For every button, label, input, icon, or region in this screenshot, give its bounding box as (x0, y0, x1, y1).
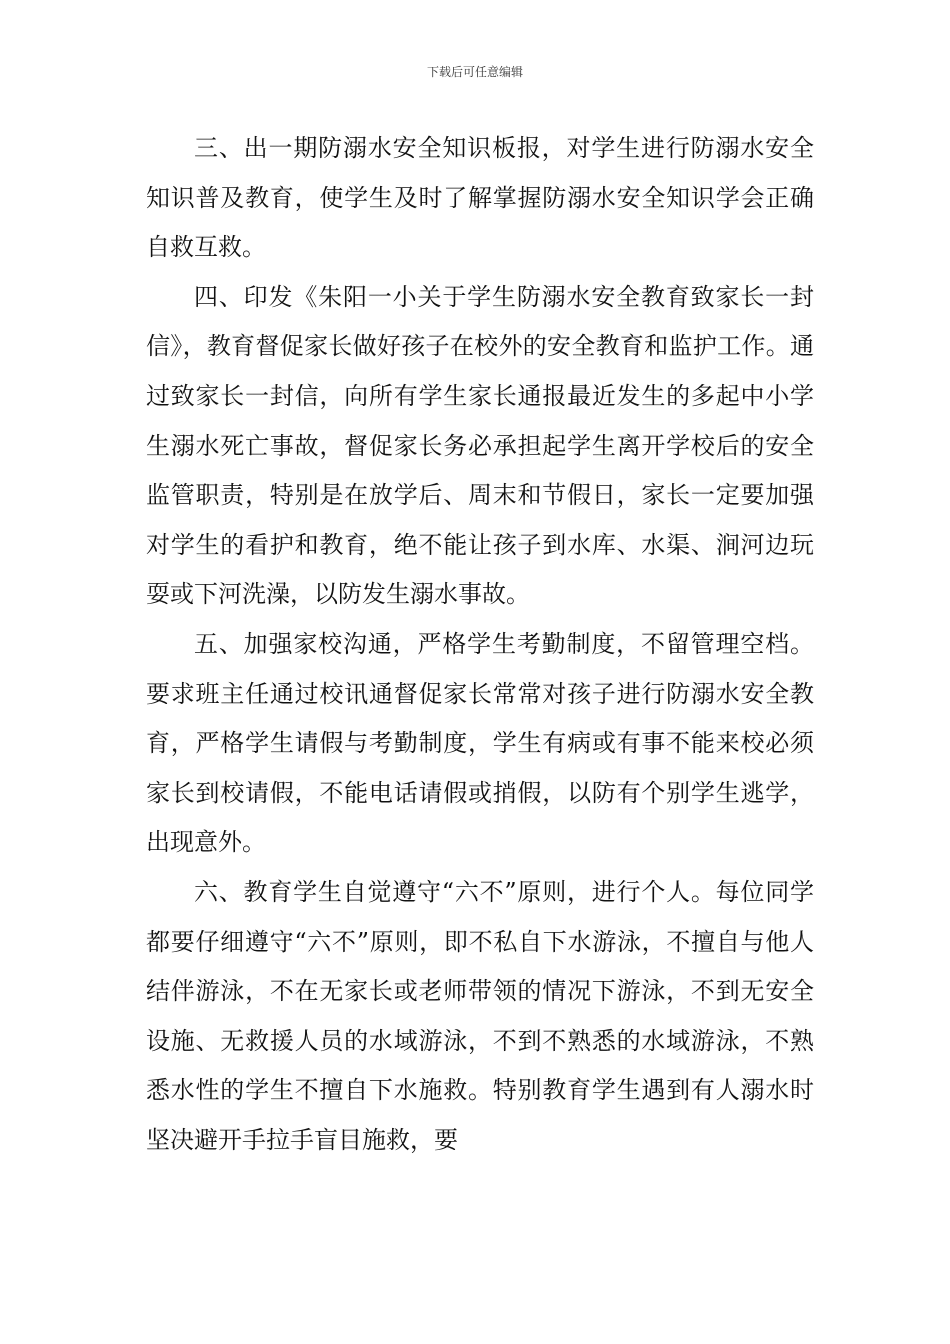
page-header-note: 下载后可任意编辑 (426, 65, 523, 79)
paragraph-4: 四、印发《朱阳一小关于学生防溺水安全教育致家长一封信》，教育督促家长做好孩子在校外的安全教育和监护工作。通过致家长一封信，向所有学生家长通报最近发生的多起中小学生溺水死亡事故，督促家长务必承担起学生离开学校后的安全监管职责，特别是在放学后、周末和节假日，家长一定要加强对学生的看护和教育，绝不能让孩子到水库、水渠、涧河边玩耍或下河洗澡，以防发生溺水事故。 (146, 282, 814, 609)
document-body (146, 124, 814, 1165)
paragraph-6: 六、教育学生自觉遵守“六不”原则，进行个人。每位同学都要仔细遵守“六不”原则，即不私自下水游泳，不擅自与他人结伴游泳，不在无家长或老师带领的情况下游泳，不到无安全设施、无救援人员的水域游泳，不到不熟悉的水域游泳，不熟悉水性的学生不擅自下水施救。特别教育学生遇到有人溺水时坚决避开手拉手盲目施救，要 (146, 877, 814, 1154)
paragraph-5: 五、加强家校沟通，严格学生考勤制度，不留管理空档。要求班主任通过校讯通督促家长常常对孩子进行防溺水安全教育，严格学生请假与考勤制度，学生有病或有事不能来校必须家长到校请假，不能电话请假或捎假，以防有个别学生逃学，出现意外。 (146, 629, 814, 857)
paragraph-3: 三、出一期防溺水安全知识板报，对学生进行防溺水安全知识普及教育，使学生及时了解掌握防溺水安全知识学会正确自救互救。 (146, 134, 814, 262)
